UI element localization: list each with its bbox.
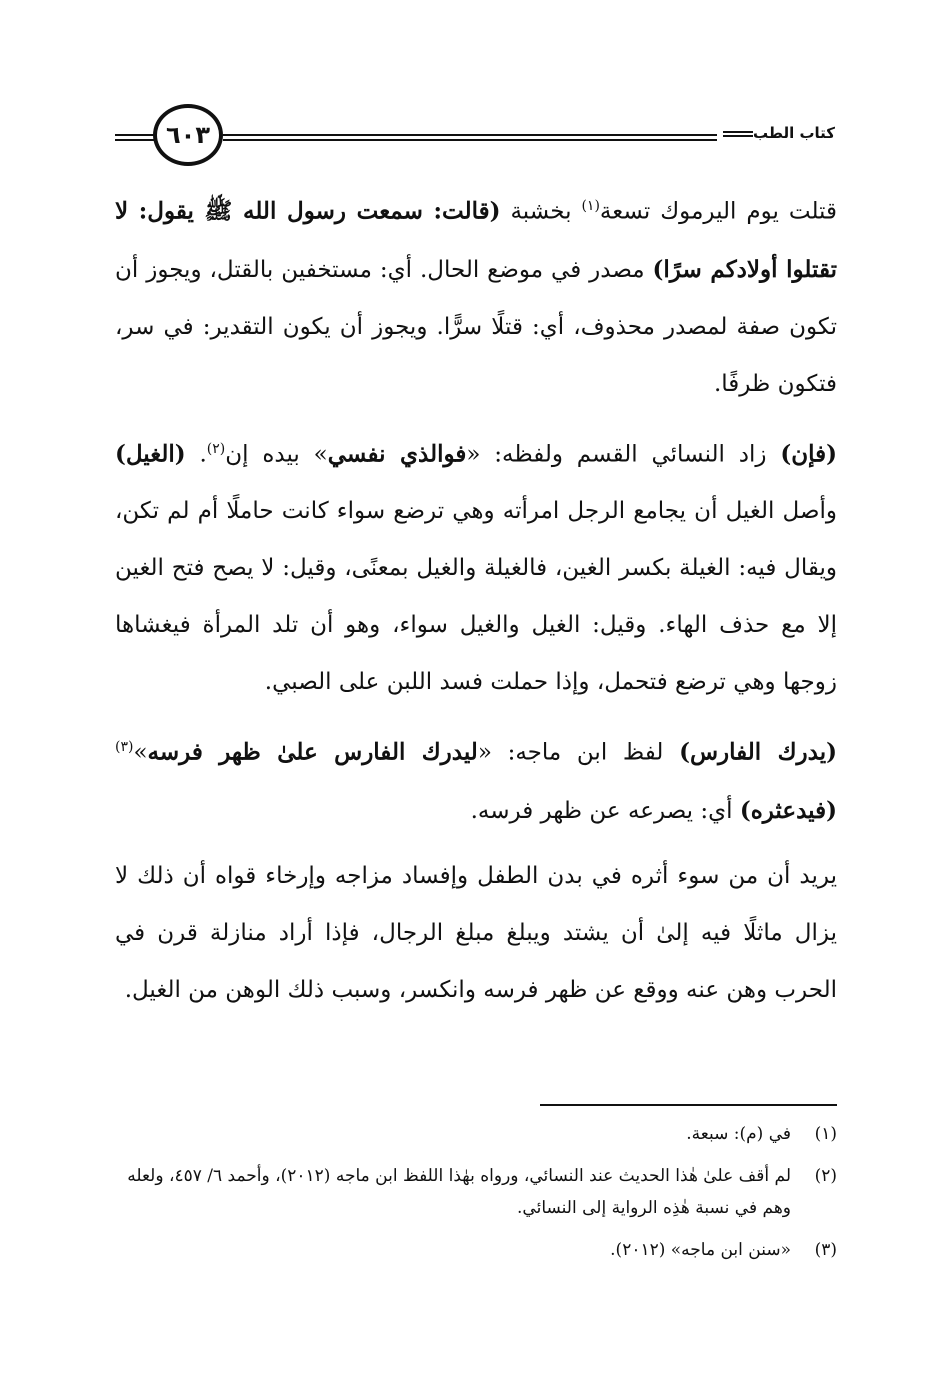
bold-term: ليدرك الفارس علىٰ ظهر فرسه [147,738,478,766]
page-header [115,104,837,168]
footnote-separator [540,1104,837,1106]
footnote-number: (١) [814,1124,837,1144]
paragraph [115,178,837,413]
footnote [115,1160,837,1224]
text-run: » بيده إن [225,441,328,468]
footnote-text: في (م): سبعة. [686,1124,791,1144]
text-run: . [185,441,207,468]
running-title [717,124,837,142]
footnote-text: لم أقف علىٰ هٰذا الحديث عند النسائي، ورواه بهٰذا اللفظ ابن ماجه (٢٠١٢)، وأحمد ٦/ ٤٥٧، ولعله وهم في نسبة هٰذِه الرواية إلى النسائي. [127,1166,791,1218]
text-run: مصدر في موضع الحال. أي: مستخفين بالقتل، ويجوز أن تكون صفة لمصدر محذوف، أي: قتلًا سرًّا. ويجوز أن يكون التقدير: في سر، فتكون ظرفًا. [115,256,837,397]
text-run: وأصل الغيل أن يجامع الرجل امرأته وهي ترضع سواء كانت حاملًا أم لم تكن، ويقال فيه: الغيلة بكسر الغين، فالغيلة والغيل بمعنًى، وقيل: لا يصح فتح الغين إلا مع حذف الهاء. وقيل: الغيل والغيل سواء، وهو أن تلد المرأة فيغشاها زوجها وهي ترضع فتحمل، وإذا حملت فسد اللبن على الصبي. [115,498,837,696]
running-title-text: كتاب الطب [752,124,835,142]
footnote-number: (٢) [814,1166,837,1186]
footnote-text: «سنن ابن ماجه» (٢٠١٢). [610,1240,791,1260]
page-number: ٦٠٣ [153,104,223,166]
bold-term: (فيدعثره) [739,796,837,824]
footnote-ref: (٣) [115,739,134,756]
paragraph [115,848,837,1019]
text-run: زاد النسائي القسم ولفظه: « [466,441,781,468]
footnote [115,1118,837,1150]
text-run: يريد أن من سوء أثره في بدن الطفل وإفساد مزاجه وإرخاء قواه أن ذلك لا يزال ماثلًا فيه إلىٰ أن يشتد ويبلغ مبلغ الرجال، فإذا أراد منازلة قرن في الحرب وهن عنه ووقع عن ظهر فرسه وانكسر، وسبب ذلك الوهن من الغيل. [115,862,837,1003]
bold-term: (الغيل) [115,440,186,468]
bold-term: (فإن) [780,440,838,468]
text-run: أي: يصرعه عن ظهر فرسه. [470,797,740,824]
text-run: قتلت يوم اليرموك تسعة [599,198,837,225]
paragraph [115,421,837,712]
title-ornament [723,131,753,137]
text-run: » [133,739,148,766]
footnote-number: (٣) [814,1240,837,1260]
footnotes [115,1118,837,1276]
text-run: بخشبة [500,198,582,225]
bold-term: (قالت: سمعت رسول الله ﷺ يقول: لا تقتلوا أولادكم سرًا) [115,197,837,283]
body-text [115,178,837,1027]
paragraph [115,719,837,840]
bold-term: فوالذي نفسي [327,440,467,468]
bold-term: (يدرك الفارس) [679,738,838,766]
text-run: لفظ ابن ماجه: « [477,739,680,766]
footnote [115,1234,837,1266]
footnote-ref: (١) [581,198,600,214]
footnote-ref: (٢) [206,440,226,457]
